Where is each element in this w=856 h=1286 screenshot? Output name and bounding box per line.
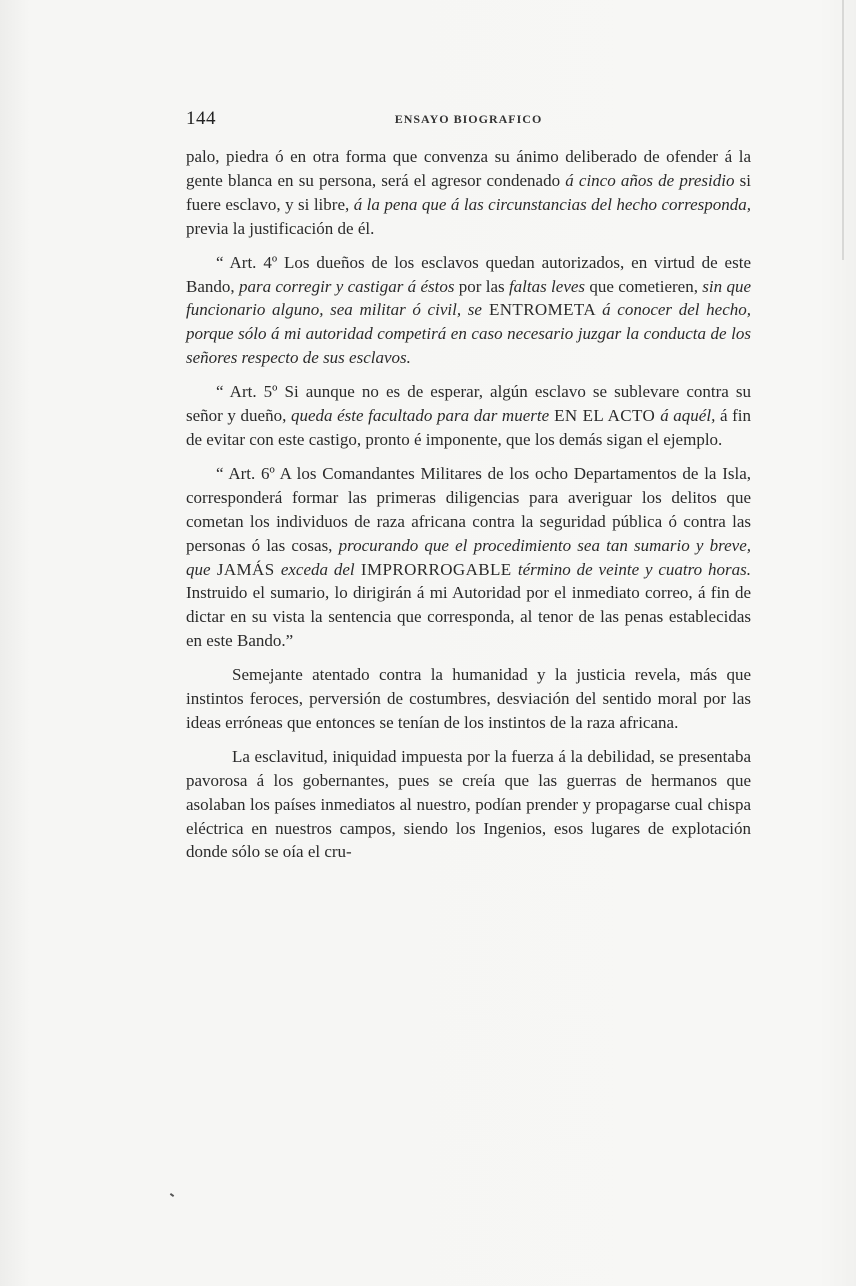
paragraph-semejante: Semejante atentado contra la humanidad y la justicia revela, más que instintos feroces, perversión de costumbres, desviación del sentido moral por las ideas erróneas que entonces se tenían de los instintos de la raza africana.: [186, 665, 751, 732]
italic-run: término de veinte y cuatro horas.: [517, 559, 751, 579]
paragraph-continued: [186, 145, 751, 241]
italic-run: exceda del: [280, 559, 355, 579]
paragraph-art-5: [186, 380, 751, 452]
text-run: “ Art. 6º A los Comandantes Militares de los ocho Departamentos de la Isla, corresponderá formar las primeras diligencias para averiguar los delitos que cometan los individuos de raza africana contra la seguridad pública ó contra las personas ó las cosas,: [186, 463, 751, 555]
text-run: que cometieren,: [585, 276, 703, 296]
paragraph-esclavitud: La esclavitud, iniquidad impuesta por la fuerza á la debilidad, se presentaba pavorosa á los gobernantes, pues se creía que las guerras de hermanos que asolaban los países inmediatos al nuestro, podían prender y propagarse cual chispa eléctrica en nuestros campos, siendo los Ingenios, esos lugares de explotación donde sólo se oía el cru-: [186, 746, 751, 862]
italic-run: faltas leves: [508, 276, 586, 296]
body-text: [186, 145, 751, 864]
page-edge-shadow: [842, 0, 844, 260]
italic-run: á aquél,: [660, 406, 716, 426]
text-run: “ Art. 4º Los dueños de los esclavos quedan autorizados, en virtud de este Bando,: [186, 252, 751, 296]
italic-run: á la pena que á las circunstancias del hecho corresponda,: [353, 194, 751, 214]
italic-run: procurando que el procedimiento sea tan sumario y breve, que: [186, 535, 751, 579]
paragraph-art-4: [186, 251, 751, 371]
text-run: por las: [454, 276, 509, 296]
text-run: á fin de evitar con este castigo, pronto é imponente, que los demás sigan el ejemplo.: [186, 406, 751, 449]
ink-speck: [170, 1193, 174, 1197]
italic-run: á cinco años de presidio: [565, 170, 735, 190]
page-number: 144: [186, 108, 216, 129]
page-header: [186, 108, 751, 134]
italic-run: para corregir y castigar á éstos: [238, 276, 455, 296]
italic-run: queda éste facultado para dar muerte: [290, 406, 550, 426]
paragraph-art-6: [186, 462, 751, 653]
text-run: si fuere esclavo, y si libre,: [186, 170, 751, 214]
italic-run: sin que funcionario alguno, sea militar ó civil, se: [186, 276, 751, 320]
smallcaps-run: ENTROMETA: [481, 300, 603, 320]
running-head: ENSAYO BIOGRAFICO: [394, 112, 543, 126]
text-run: Instruido el sumario, lo dirigirán á mi Autoridad por el inmediato correo, á fin de dictar en su vista la sentencia que corresponda, al tenor de las penas establecidas en este Bando.”: [186, 583, 751, 651]
smallcaps-run: EN EL ACTO: [549, 406, 661, 426]
smallcaps-run: JAMÁS: [210, 559, 281, 579]
smallcaps-run: IMPRORROGABLE: [354, 559, 518, 579]
text-run: “ Art. 5º Si aunque no es de esperar, algún esclavo se sublevare contra su señor y dueño,: [186, 382, 751, 426]
text-run: previa la justificación de él.: [186, 218, 375, 238]
italic-run: á conocer del hecho, porque sólo á mi autoridad competirá en caso necesario juzgar la conducta de los señores respecto de sus esclavos.: [186, 300, 751, 368]
text-run: palo, piedra ó en otra forma que convenza su ánimo deliberado de ofender á la gente blanca en su persona, será el agresor condenado: [186, 147, 751, 190]
